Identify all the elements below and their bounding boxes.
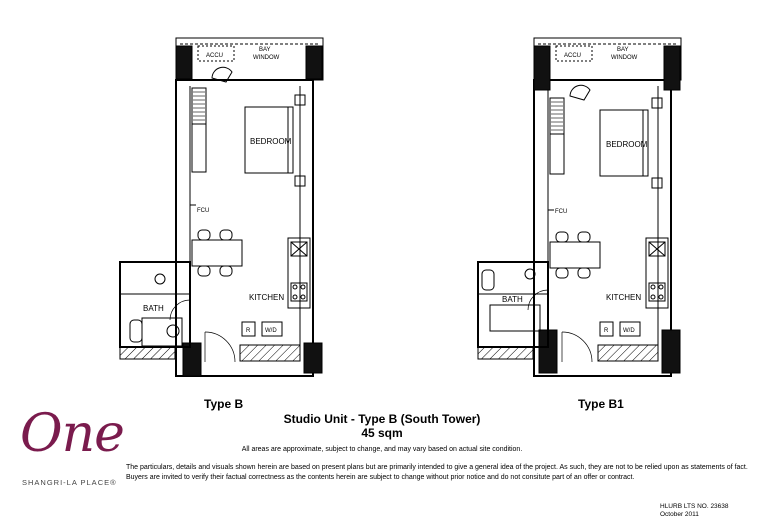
label-fcu-b1: FCU xyxy=(555,209,568,215)
label-bath-b: BATH xyxy=(143,304,164,313)
brand-logo-subtitle: SHANGRI-LA PLACE® xyxy=(22,478,117,487)
label-window-b1: WINDOW xyxy=(611,55,638,61)
label-bath-b1: BATH xyxy=(502,295,523,304)
label-window-b: WINDOW xyxy=(253,55,280,61)
date-text: October 2011 xyxy=(660,511,699,518)
label-kitchen-b: KITCHEN xyxy=(249,293,285,302)
type-b1-caption: Type B1 xyxy=(578,397,624,411)
unit-area: 45 sqm xyxy=(361,426,403,440)
label-wd-b: W/D xyxy=(265,328,277,334)
label-accu-b: ACCU xyxy=(206,53,224,59)
floor-plan-type-b xyxy=(120,38,323,376)
label-ref-b: R xyxy=(246,328,251,334)
area-disclaimer: All areas are approximate, subject to change, and may vary based on actual site condition. xyxy=(241,446,523,453)
hlurb-license: HLURB LTS NO. 23638 xyxy=(660,503,729,510)
label-ref-b1: R xyxy=(604,328,609,334)
unit-title: Studio Unit - Type B (South Tower) xyxy=(283,412,481,426)
type-b-caption: Type B xyxy=(204,397,244,411)
label-bay-b1: BAY xyxy=(617,47,629,53)
label-accu-b1: ACCU xyxy=(564,53,582,59)
legal-disclaimer: The particulars, details and visuals shown herein are based on present plans but are primarily intended to give a general idea of the project. As such, they are not to be relied upon as statements of fact. Buyers are invited to verify their factual correctness as the contents herein are subject to change without prior notice and do not consitute part of an offer or contract. xyxy=(126,464,748,481)
label-fcu-b: FCU xyxy=(197,208,210,214)
label-wd-b1: W/D xyxy=(623,328,635,334)
label-bedroom-b: BEDROOM xyxy=(250,137,292,146)
label-bay-b: BAY xyxy=(259,47,271,53)
label-kitchen-b1: KITCHEN xyxy=(606,293,642,302)
label-bedroom-b1: BEDROOM xyxy=(606,140,648,149)
brand-logo: One xyxy=(20,404,124,464)
floor-plan-type-b1 xyxy=(478,38,681,376)
